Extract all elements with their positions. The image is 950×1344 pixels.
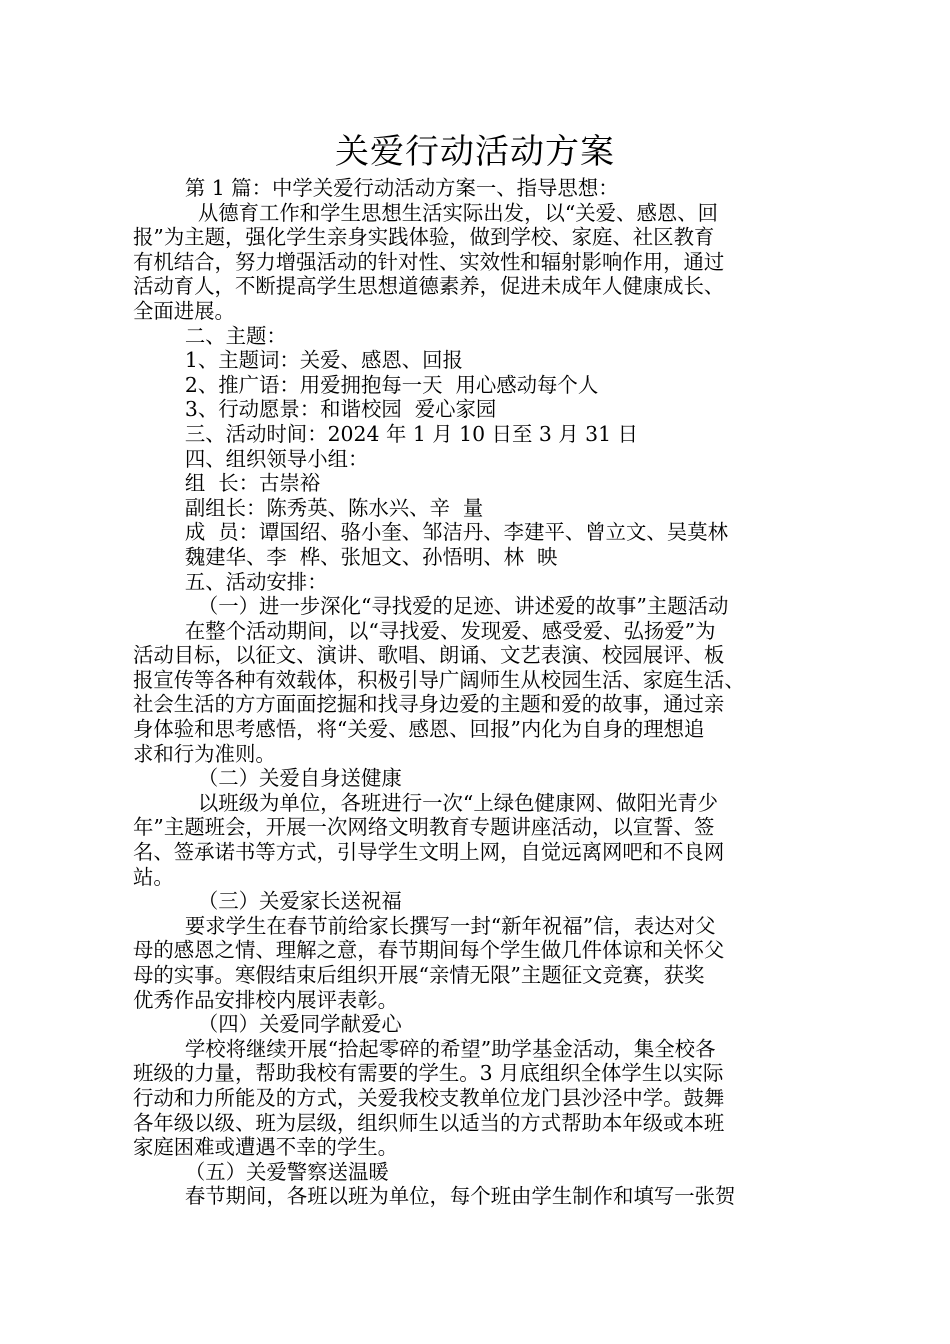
body-line: 五、活动安排：	[133, 569, 328, 594]
body-line: 春节期间，各班以班为单位，每个班由学生制作和填写一张贺	[133, 1184, 736, 1209]
body-line: 站。	[133, 864, 174, 889]
body-line: 3、行动愿景：和谐校园 爱心家园	[133, 397, 497, 422]
body-line: 成 员：谭国绍、骆小奎、邹洁丹、李建平、曾立文、吴莫林	[133, 520, 728, 545]
body-line: 以班级为单位，各班进行一次“上绿色健康网、做阳光青少	[133, 790, 719, 815]
body-line: 三、活动时间：2024 年 1 月 10 日至 3 月 31 日	[133, 421, 638, 446]
body-line: 1、主题词：关爱、感恩、回报	[133, 348, 463, 373]
body-line: 班级的力量，帮助我校有需要的学生。3 月底组织全体学生以实际	[133, 1061, 724, 1086]
body-line: 活动目标，以征文、演讲、歌唱、朗诵、文艺表演、校园展评、板	[133, 643, 725, 668]
body-line: 从德育工作和学生思想生活实际出发，以“关爱、感恩、回	[133, 200, 719, 225]
body-line: 副组长：陈秀英、陈水兴、辛 量	[133, 495, 484, 520]
body-line: 魏建华、李 桦、张旭文、孙悟明、林 映	[133, 544, 558, 569]
document-body	[133, 176, 823, 1209]
body-line: （五）关爱警察送温暖	[133, 1159, 389, 1184]
body-line: 全面进展。	[133, 298, 235, 323]
body-line: 活动育人，不断提高学生思想道德素养，促进未成年人健康成长、	[133, 274, 725, 299]
body-line: （一）进一步深化“寻找爱的足迹、讲述爱的故事”主题活动	[133, 594, 729, 619]
body-line: 家庭困难或遭遇不幸的学生。	[133, 1135, 399, 1160]
body-line: 2、推广语：用爱拥抱每一天 用心感动每个人	[133, 372, 599, 397]
body-line: （二）关爱自身送健康	[133, 766, 402, 791]
body-line: 学校将继续开展“拾起零碎的希望”助学基金活动，集全校各	[133, 1036, 716, 1061]
body-line: 年”主题班会，开展一次网络文明教育专题讲座活动，以宣誓、签	[133, 815, 715, 840]
body-line: （四）关爱同学献爱心	[133, 1012, 402, 1037]
body-line: 求和行为准则。	[133, 741, 276, 766]
body-line: 各年级以级、班为层级，组织师生以适当的方式帮助本年级或本班	[133, 1110, 725, 1135]
body-line: 名、签承诺书等方式，引导学生文明上网，自觉远离网吧和不良网	[133, 840, 725, 865]
body-line: 四、组织领导小组：	[133, 446, 369, 471]
body-line: （三）关爱家长送祝福	[133, 889, 402, 914]
body-line: 在整个活动期间，以“寻找爱、发现爱、感受爱、弘扬爱”为	[133, 618, 716, 643]
body-line: 母的实事。寒假结束后组织开展“亲情无限”主题征文竞赛，获奖	[133, 963, 705, 987]
body-line: 组 长：古崇裕	[133, 471, 321, 496]
document-title: 关爱行动活动方案	[335, 132, 615, 172]
body-line: 母的感恩之情、理解之意，春节期间每个学生做几件体谅和关怀父	[133, 938, 725, 963]
body-line: 报”为主题，强化学生亲身实践体验，做到学校、家庭、社区教育	[133, 225, 715, 250]
body-line: 优秀作品安排校内展评表彰。	[133, 987, 399, 1012]
body-line: 身体验和思考感悟，将“关爱、感恩、回报”内化为自身的理想追	[133, 717, 705, 742]
body-line: 行动和力所能及的方式，关爱我校支教单位龙门县沙泾中学。鼓舞	[133, 1085, 725, 1110]
body-line: 二、主题：	[133, 323, 287, 348]
body-line: 要求学生在春节前给家长撰写一封“新年祝福”信，表达对父	[133, 913, 716, 938]
body-line: 社会生活的方方面面挖掘和找寻身边爱的主题和爱的故事，通过亲	[133, 692, 725, 717]
body-line: 有机结合，努力增强活动的针对性、实效性和辐射影响作用，通过	[133, 249, 725, 274]
body-line: 第 1 篇：中学关爱行动活动方案一、指导思想：	[133, 176, 619, 200]
body-line: 报宣传等各种有效载体，积极引导广阔师生从校园生活、家庭生活、	[133, 667, 745, 692]
